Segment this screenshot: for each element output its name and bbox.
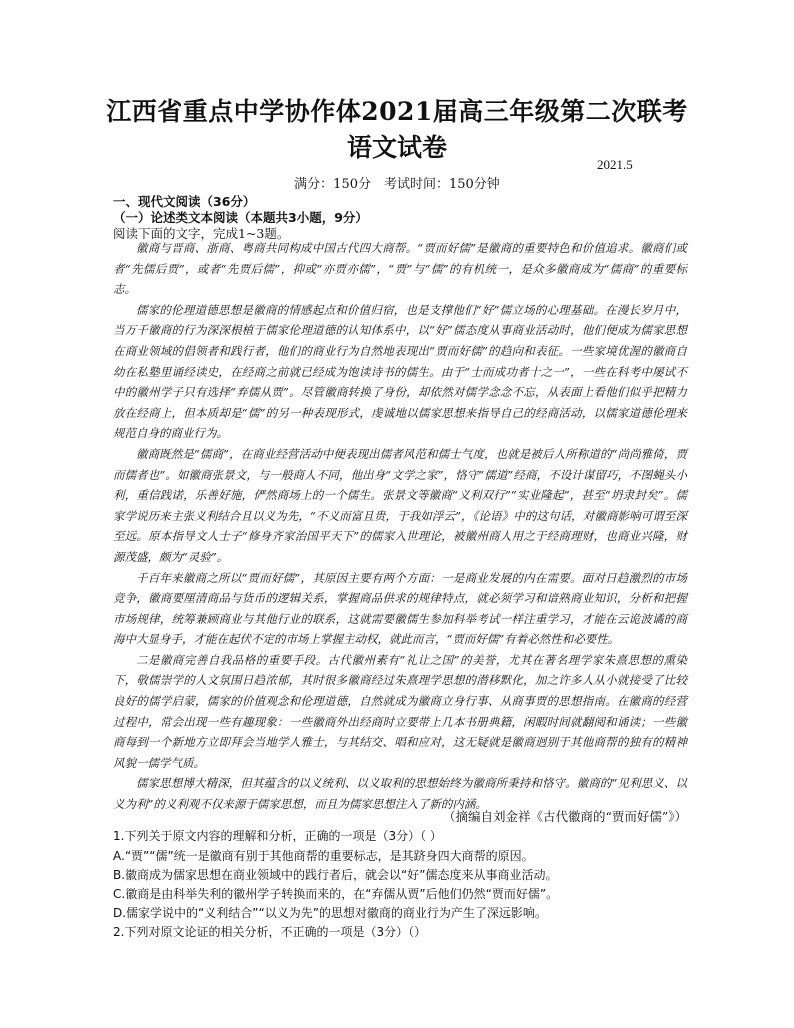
question-1-option-a: A.“贾”“儒”统一是徽商有别于其他商帮的重要标志，是其跻身四大商帮的原因。 [113,849,534,863]
question-1-stem: 1.下列关于原文内容的理解和分析，正确的一项是（3分）（ ） [113,829,442,843]
passage-paragraph: 千百年来徽商之所以“贾而好儒”，其原因主要有两个方面：一是商业发展的内在需要。面对日趋激烈的市场竞争，徽商要厘清商品与货币的逻辑关系，掌握商品供求的规律特点，就必须学习和谙熟商业知识，分析和把握市场规律，统筹兼顾商业与其他行业的联系，这就需要徽儒生参加科举考试一样注重学习，才能在云诡波谲的商海中大显身手，才能在起伏不定的市场上掌握主动权，就此而言，“贾而好儒”有着必然性和必要性。 [113,570,687,647]
reading-passage [113,238,687,815]
question-1-option-d: D.儒家学说中的“义利结合”“以义为先”的思想对徽商的商业行为产生了深远影响。 [113,906,547,920]
question-1-option-b: B.徽商成为儒家思想在商业领域中的践行者后，就会以“好”儒态度来从事商业活动。 [113,868,558,882]
passage-paragraph: 徽商既然是“儒商”，在商业经营活动中便表现出儒者风范和儒士气度，也就是被后人所称道的“尚尚雅倚，贾而儒者也”。如徽商张景文，与一般商人不同，他出身“文学之家”，恪守“儒道”经商，不设计谋留巧，不图蝇头小利，重信践诺，乐善好施，俨然商场上的一个儒生。张景文等徽商“义利双行”“实业隆起”，甚至“坍隶封矣”。儒家学说历来主张义利结合且以义为先，“不义而富且贵，于我如浮云”，《论语》中的这句话，对徽商影响可谓至深至远。原本指导文人士子“修身齐家治国平天下”的儒家入世理论，被徽州商人用之于经商理财，也商业兴隆，财源茂盛，颇为“灵验”。 [113,446,687,564]
score-time-info: 满分：150分 考试时间：150分钟 [294,177,500,192]
passage-paragraph: 二是徽商完善自我品格的重要手段。古代徽州素有“礼让之国”的美誉，尤其在著名理学家朱熹思想的熏染下，敬儒崇学的人文氛围日趋浓郁，其时很多徽商经过朱熹理学思想的潜移默化，加之许多人从小就接受了比较良好的儒学启蒙，儒家的价值观念和伦理道德，自然就成为徽商立身行事、从商事贾的思想指南。在徽商的经营过程中，常会出现一些有趣现象：一些徽商外出经商时立要带上几本书册典籍，闲暇时间就翻阅和诵读；一些徽商每到一个新地方立即拜会当地学人雅士，与其结交、唱和应对，这无疑就是徽商迥别于其他商帮的独有的精神风貌一儒学气质。 [113,652,687,770]
question-2-stem: 2.下列对原文论证的相关分析，不正确的一项是（3分）（） [113,925,427,939]
passage-paragraph: 儒家的伦理道德思想是徽商的情感起点和价值归宿，也是支撑他们“好”儒立场的心理基础。在漫长岁月中，当万千徽商的行为深深根植于儒家伦理道德的认知体系中，以“好”儒态度从事商业活动时，他们便成为儒家思想在商业领域的倡领者和践行者，他们的商业行为自然地表现出“贾而好儒”的趋向和表征。一些家境优渥的徽商自幼在私塾里诵经读史，在经商之前就已经成为饱读诗书的儒生。由于“士而成功者十之一”，一些在科考中屡试不中的徽州学子只有选择“弃儒从贾”。尽管徽商转换了身份，却依然对儒学念念不忘，从表面上看他们似乎把精力放在经商上，但本质却是“儒”的另一种表现形式，虔诚地以儒家思想来指导自己的经商活动，以儒家道德伦理来规范自身的商业行为。 [113,302,687,441]
passage-paragraph: 儒家思想博大精深，但其蕴含的以义统利、以义取利的思想始终为徽商所秉持和恪守。徽商的“见利思义、以义为利”的义利观不仅来源于儒家思想，而且为儒家思想注入了新的内涵。 [113,776,687,812]
section-heading: 一、现代文阅读（36分） [113,194,256,209]
exam-subject: 语文试卷 [346,133,447,162]
exam-title: 江西省重点中学协作体2021届高三年级第二次联考 [106,97,688,126]
passage-paragraph: 徽商与晋商、浙商、粤商共同构成中国古代四大商帮。“贾而好儒”是徽商的重要特色和价值追求。徽商们或者“先儒后贾”，或者“先贾后儒”，抑或“亦贾亦儒”，“贾”与“儒”的有机统一，是众多徽商成为“儒商”的重要标志。 [113,241,687,297]
reading-instruction: 阅读下面的文字，完成1~3题。 [113,226,290,241]
question-1-option-c: C.徽商是由科举失利的徽州学子转换而来的，在“弃儒从贾”后他们仍然“贾而好儒”。 [113,887,559,901]
subsection-heading: （一）论述类文本阅读（本题共3小题，9分） [113,210,368,225]
passage-source: （摘编自刘金祥《古代徽商的“贾而好儒”》） [442,809,687,824]
exam-date: 2021.5 [597,157,633,172]
